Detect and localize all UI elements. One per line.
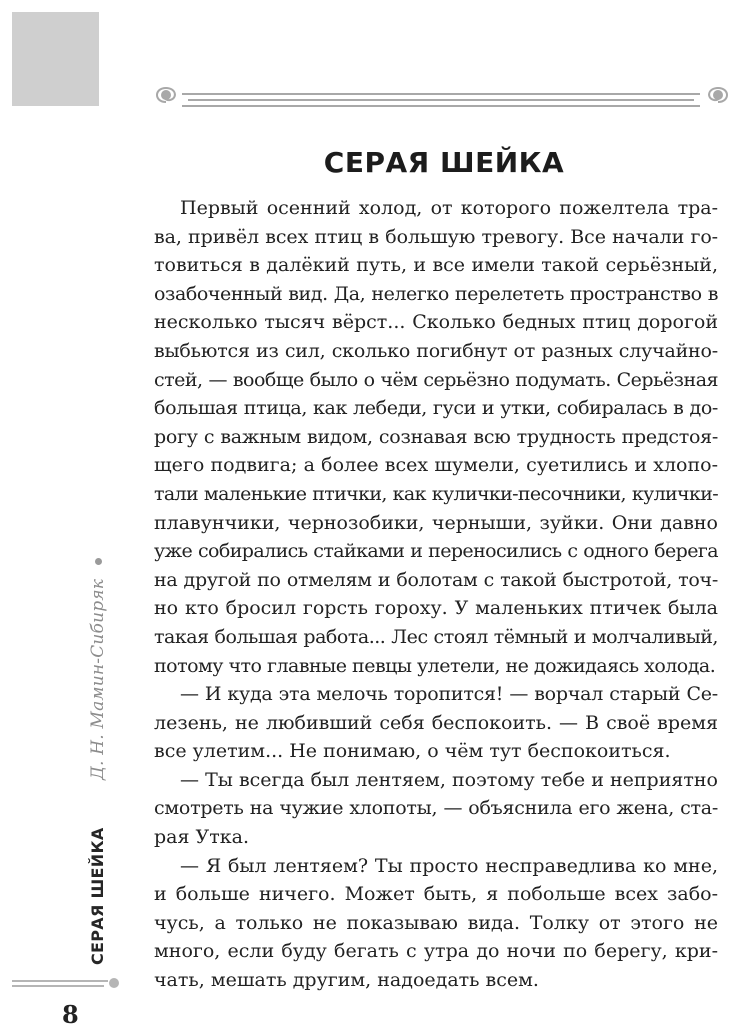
text-line: чать, мешать другим, надоедать всем. bbox=[154, 969, 539, 992]
page-number: 8 bbox=[62, 1000, 79, 1029]
text-line: но кто бросил горсть гороху. У маленьких птичек была bbox=[154, 597, 718, 620]
text-line: — Я был лентяем? Ты просто несправедлива ко мне, bbox=[180, 854, 718, 877]
text-line: — И куда эта мелочь торопится! — ворчал старый Се- bbox=[180, 683, 718, 706]
text-line: рогу с важным видом, сознавая всю трудность предстоя- bbox=[154, 425, 718, 448]
text-line: — Ты всегда был лентяем, поэтому тебе и неприятно bbox=[180, 768, 718, 791]
text-line: много, если буду бегать с утра до ночи по берегу, кри- bbox=[154, 940, 718, 963]
header-ornament bbox=[152, 82, 732, 118]
text-line: все улетим... Не понимаю, о чём тут беспокоиться. bbox=[154, 740, 671, 763]
text-line: тали маленькие птички, как кулички-песочники, кулички- bbox=[154, 482, 718, 505]
running-head-title: СЕРАЯ ШЕЙКА bbox=[88, 827, 107, 965]
text-line: на другой по отмелям и болотам с такой быстротой, точ- bbox=[154, 568, 718, 591]
corner-gray-block bbox=[12, 12, 99, 106]
text-line: несколько тысяч вёрст... Сколько бедных птиц дорогой bbox=[154, 311, 718, 334]
text-line: товиться в далёкий путь, и все имели такой серьёзный, bbox=[154, 254, 718, 277]
text-line: такая большая работа... Лес стоял тёмный и молчаливый, bbox=[154, 625, 718, 648]
text-line: уже собирались стайками и переносились с одного берега bbox=[154, 540, 718, 563]
text-line: озабоченный вид. Да, нелегко перелететь пространство в bbox=[154, 282, 718, 305]
story-title: СЕРАЯ ШЕЙКА bbox=[323, 146, 565, 179]
text-line: большая птица, как лебеди, гуси и утки, собиралась в до- bbox=[154, 397, 718, 420]
side-ornament-rule bbox=[12, 975, 122, 995]
text-line: плавунчики, чернозобики, черныши, зуйки. Они давно bbox=[154, 511, 718, 534]
text-line: щего подвига; а более всех шумели, суетились и хлопо- bbox=[154, 454, 718, 477]
text-line: чусь, а только не показываю вида. Толку от этого не bbox=[154, 911, 718, 934]
text-line: и больше ничего. Может быть, я побольше всех забо- bbox=[154, 883, 718, 906]
text-line: Первый осенний холод, от которого пожелтела тра- bbox=[180, 197, 718, 219]
text-line: смотреть на чужие хлопоты, — объяснила его жена, ста- bbox=[154, 797, 718, 820]
text-line: стей, — вообще было о чём серьёзно подумать. Серьёзная bbox=[154, 368, 718, 391]
running-head-author: Д. Н. Мамин-Сибиряк bbox=[88, 578, 108, 780]
story-body bbox=[154, 194, 718, 995]
text-line: лезень, не любивший себя беспокоить. — В своё время bbox=[154, 711, 718, 734]
text-line: рая Утка. bbox=[154, 826, 249, 849]
text-line: ва, привёл всех птиц в большую тревогу. Все начали го- bbox=[154, 225, 718, 248]
text-line: потому что главные певцы улетели, не дожидаясь холода. bbox=[154, 654, 716, 677]
text-line: выбьются из сил, сколько погибнут от разных случайно- bbox=[154, 339, 718, 362]
bullet-dot-icon bbox=[95, 558, 102, 565]
